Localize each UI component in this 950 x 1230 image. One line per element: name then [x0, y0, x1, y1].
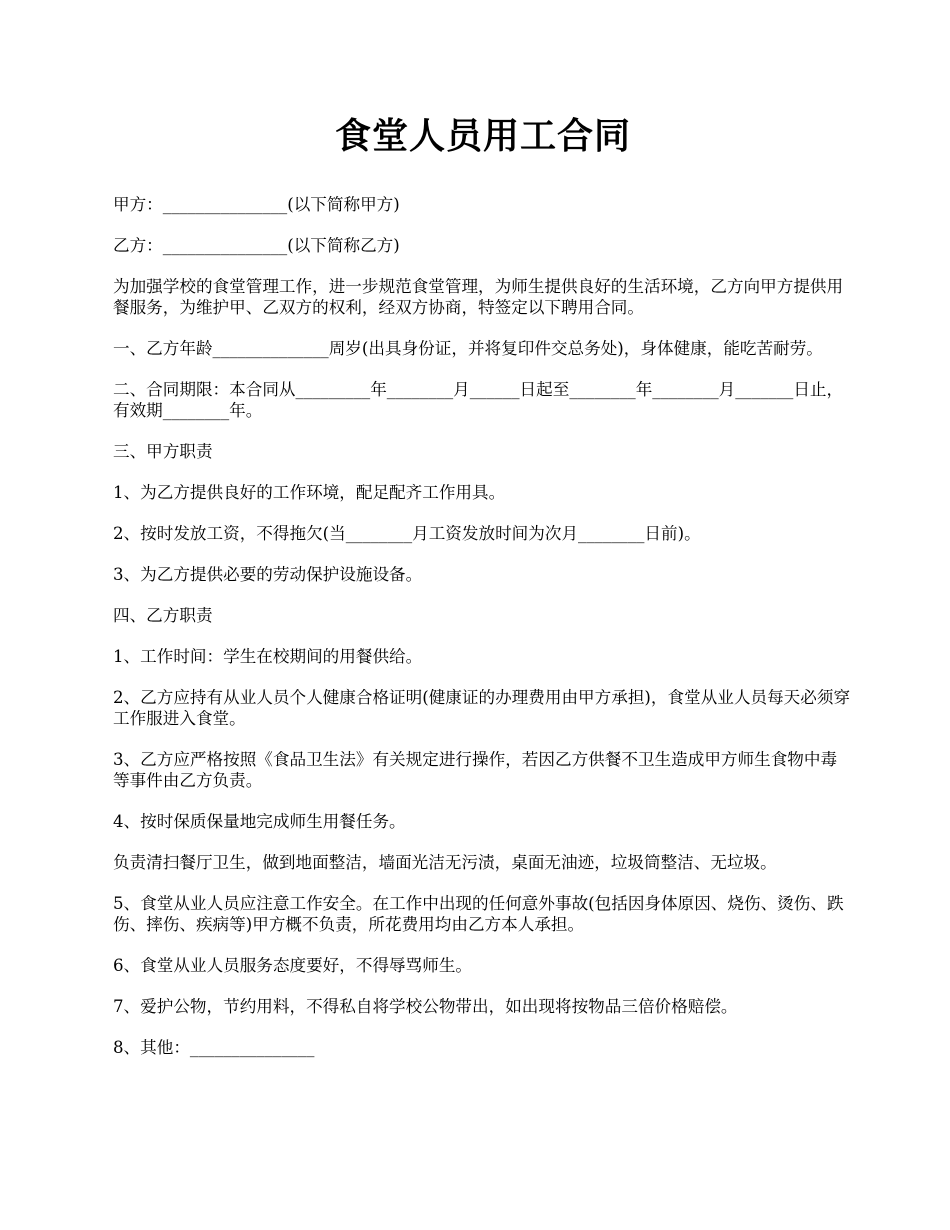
party-b-duty-5: 5、食堂从业人员应注意工作安全。在工作中出现的任何意外事故(包括因身体原因、烧伤、烫伤、跌伤、摔伤、疾病等)甲方概不负责，所花费用均由乙方本人承担。 — [113, 894, 844, 934]
party-b-duty-7: 7、爱护公物，节约用料，不得私自将学校公物带出，如出现将按物品三倍价格赔偿。 — [113, 997, 738, 1016]
party-a-line: 甲方：_______________(以下简称甲方) — [113, 195, 400, 214]
party-a-duty-3: 3、为乙方提供必要的劳动保护设施设备。 — [113, 565, 423, 584]
party-b-line: 乙方：_______________(以下简称乙方) — [113, 236, 400, 255]
party-a-duty-2: 2、按时发放工资，不得拖欠(当________月工资发放时间为次月________日前)。 — [113, 524, 701, 543]
preamble-paragraph: 为加强学校的食堂管理工作，进一步规范食堂管理，为师生提供良好的生活环境，乙方向甲方提供用餐服务，为维护甲、乙双方的权利，经双方协商，特签定以下聘用合同。 — [113, 277, 844, 317]
party-b-duty-3: 3、乙方应严格按照《食品卫生法》有关规定进行操作，若因乙方供餐不卫生造成甲方师生食物中毒等事件由乙方负责。 — [113, 750, 838, 790]
party-b-duty-1: 1、工作时间：学生在校期间的用餐供给。 — [113, 647, 423, 666]
document-title: 食堂人员用工合同 — [334, 115, 631, 157]
section-heading-party-a-duties: 三、甲方职责 — [113, 442, 213, 461]
contract-page — [113, 108, 853, 1078]
cleaning-paragraph: 负责清扫餐厅卫生，做到地面整洁，墙面光洁无污渍，桌面无油迹，垃圾筒整洁、无垃圾。 — [113, 853, 777, 872]
party-b-duty-4: 4、按时保质保量地完成师生用餐任务。 — [113, 812, 406, 831]
party-a-duty-1: 1、为乙方提供良好的工作环境，配足配齐工作用具。 — [113, 483, 506, 502]
clause-age: 一、乙方年龄______________周岁(出具身份证，并将复印件交总务处)，身体健康，能吃苦耐劳。 — [113, 339, 823, 358]
section-heading-party-b-duties: 四、乙方职责 — [113, 606, 213, 625]
party-b-duty-8: 8、其他：_______________ — [113, 1038, 315, 1057]
party-b-duty-6: 6、食堂从业人员服务态度要好，不得辱骂师生。 — [113, 956, 473, 975]
clause-term: 二、合同期限：本合同从_________年________月______日起至________年________月_______日止，有效期________年。 — [113, 380, 844, 420]
party-b-duty-2: 2、乙方应持有从业人员个人健康合格证明(健康证的办理费用由甲方承担)，食堂从业人员每天必须穿工作服进入食堂。 — [113, 688, 851, 728]
